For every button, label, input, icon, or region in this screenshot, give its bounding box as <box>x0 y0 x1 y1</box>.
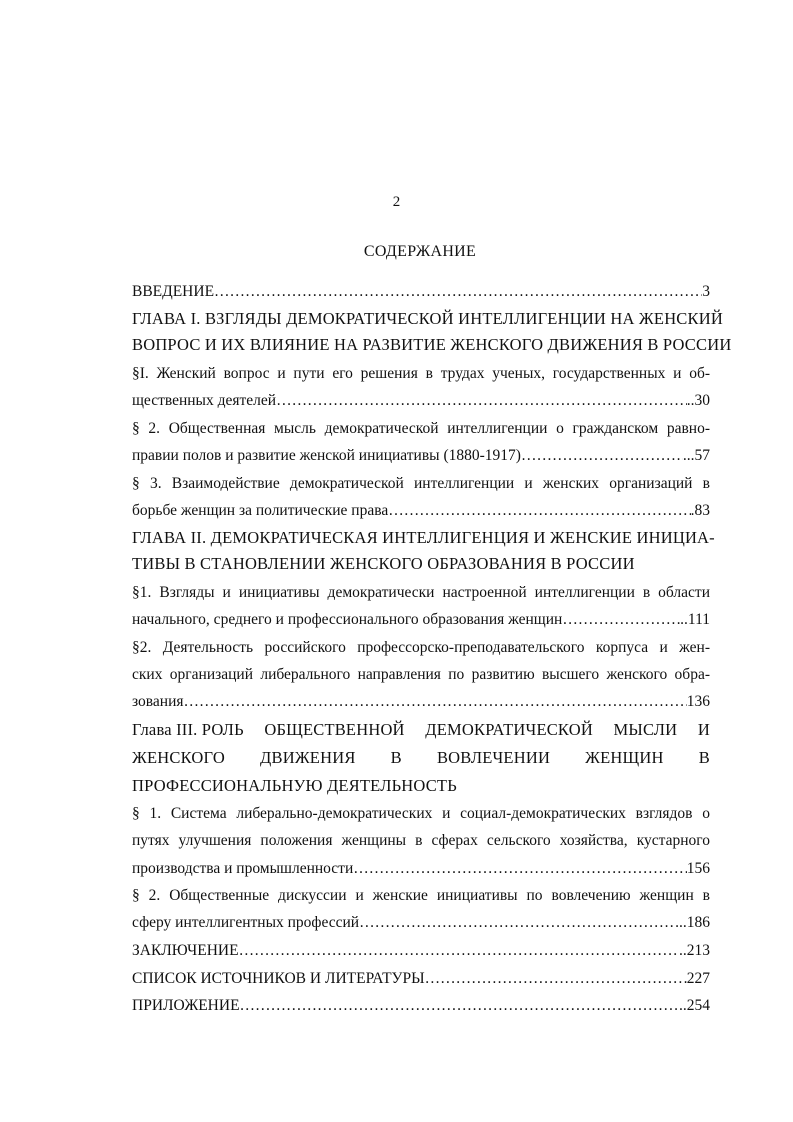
toc-entry-text: производства и промышленности <box>132 860 354 877</box>
heading-word: В <box>698 748 710 767</box>
toc-page-number: 156 <box>686 860 710 877</box>
dot-leader <box>353 859 686 879</box>
heading-word: МЫСЛИ <box>613 720 678 739</box>
toc-entry-text: правии полов и развитие женской инициативы (1880-1917) <box>132 447 521 464</box>
chapter-1-section-2-line1: § 2. Общественная мысль демократической интеллигенции о гражданском равно- <box>132 420 710 437</box>
chapter-1-section-1-line1: §I. Женский вопрос и пути его решения в трудах ученых, государственных и об- <box>132 365 710 382</box>
toc-page-number: ...57 <box>682 447 710 464</box>
toc-page-number: ..213 <box>679 942 710 959</box>
chapter-3-section-1-line2: путях улучшения положения женщины в сферах сельского хозяйства, кустарного <box>132 832 710 849</box>
dot-leader <box>425 969 687 989</box>
chapter-1-section-3-line1: § 3. Взаимодействие демократической интеллигенции и женских организаций в <box>132 475 710 492</box>
dot-leader <box>214 282 702 302</box>
heading-word: ОБЩЕСТВЕННОЙ <box>264 720 405 739</box>
dot-leader <box>388 501 690 521</box>
heading-word: Глава III. РОЛЬ <box>132 720 244 739</box>
toc-entry-text: ЗАКЛЮЧЕНИЕ <box>132 942 239 959</box>
toc-entry-introduction[interactable] <box>132 282 710 302</box>
toc-page-number: 227 <box>686 970 710 987</box>
chapter-3-section-2-line1: § 2. Общественные дискуссии и женские инициативы по вовлечению женщин в <box>132 887 710 904</box>
dot-leader <box>240 996 679 1016</box>
toc-page-number: ..111 <box>680 611 710 628</box>
toc-entry-text: СПИСОК ИСТОЧНИКОВ И ЛИТЕРАТУРЫ <box>132 970 425 987</box>
toc-entry-ch1-s2[interactable] <box>132 446 710 466</box>
toc-entry-ch1-s1[interactable] <box>132 391 710 411</box>
heading-word: ДВИЖЕНИЯ <box>260 748 356 767</box>
heading-word: ДЕМОКРАТИЧЕСКОЙ <box>425 720 593 739</box>
toc-page-number: 136 <box>686 693 710 710</box>
chapter-2-section-2-line1: §2. Деятельность российского профессорско-преподавательского корпуса и жен- <box>132 639 710 656</box>
chapter-2-heading-line2: ТИВЫ В СТАНОВЛЕНИИ ЖЕНСКОГО ОБРАЗОВАНИЯ В РОССИИ <box>132 554 635 573</box>
toc-page-number: ...186 <box>675 914 710 931</box>
toc-entry-ch3-s2[interactable] <box>132 913 710 933</box>
toc-entry-ch2-s2[interactable] <box>132 692 710 712</box>
heading-word: ВОВЛЕЧЕНИИ <box>436 748 551 767</box>
toc-entry-sources[interactable] <box>132 969 710 989</box>
dot-leader <box>359 913 675 933</box>
chapter-3-section-1-line1: § 1. Система либерально-демократических и социал-демократических взглядов о <box>132 805 710 822</box>
toc-page-number: ..30 <box>686 392 710 409</box>
toc-entry-text: ВВЕДЕНИЕ <box>132 283 215 300</box>
toc-entry-text: начального, среднего и профессионального образования женщин <box>132 611 563 628</box>
toc-entry-text: зования <box>132 693 184 710</box>
toc-page-number: .83 <box>690 502 710 519</box>
chapter-2-section-2-line2: ских организаций либерального направления по развитию высшего женского обра- <box>132 666 710 683</box>
dot-leader <box>276 391 687 411</box>
chapter-3-heading-line1 <box>132 720 710 740</box>
page-number: 2 <box>392 194 401 210</box>
heading-word: ЖЕНСКОГО <box>132 748 225 767</box>
toc-entry-appendix[interactable] <box>132 996 710 1016</box>
chapter-2-section-1-line1: §1. Взгляды и инициативы демократически настроенной интеллигенции в области <box>132 584 710 601</box>
toc-page-number: ..254 <box>679 997 710 1014</box>
page-title: СОДЕРЖАНИЕ <box>363 243 477 260</box>
toc-page-number: 3 <box>702 283 710 300</box>
chapter-3-heading-line3: ПРОФЕССИОНАЛЬНУЮ ДЕЯТЕЛЬНОСТЬ <box>132 776 457 795</box>
toc-entry-ch2-s1[interactable] <box>132 610 710 630</box>
chapter-2-heading-line1: ГЛАВА II. ДЕМОКРАТИЧЕСКАЯ ИНТЕЛЛИГЕНЦИЯ И ЖЕНСКИЕ ИНИЦИА- <box>132 528 715 547</box>
chapter-3-heading-line2 <box>132 748 710 768</box>
dot-leader <box>184 692 687 712</box>
heading-word: ЖЕНЩИН <box>585 748 664 767</box>
chapter-1-heading-line2: ВОПРОС И ИХ ВЛИЯНИЕ НА РАЗВИТИЕ ЖЕНСКОГО ДВИЖЕНИЯ В РОССИИ <box>132 335 732 354</box>
dot-leader <box>239 941 679 961</box>
toc-entry-text: борьбе женщин за политические права <box>132 502 389 519</box>
dot-leader <box>562 610 680 630</box>
heading-word: И <box>697 720 710 739</box>
toc-entry-text: ПРИЛОЖЕНИЕ <box>132 997 240 1014</box>
toc-entry-conclusion[interactable] <box>132 941 710 961</box>
toc-entry-text: щественных деятелей <box>132 392 277 409</box>
chapter-1-heading-line1: ГЛАВА I. ВЗГЛЯДЫ ДЕМОКРАТИЧЕСКОЙ ИНТЕЛЛИГЕНЦИИ НА ЖЕНСКИЙ <box>132 309 723 328</box>
toc-entry-ch3-s1[interactable] <box>132 859 710 879</box>
heading-word: В <box>390 748 402 767</box>
toc-entry-text: сферу интеллигентных профессий <box>132 914 360 931</box>
dot-leader <box>521 446 683 466</box>
toc-entry-ch1-s3[interactable] <box>132 501 710 521</box>
